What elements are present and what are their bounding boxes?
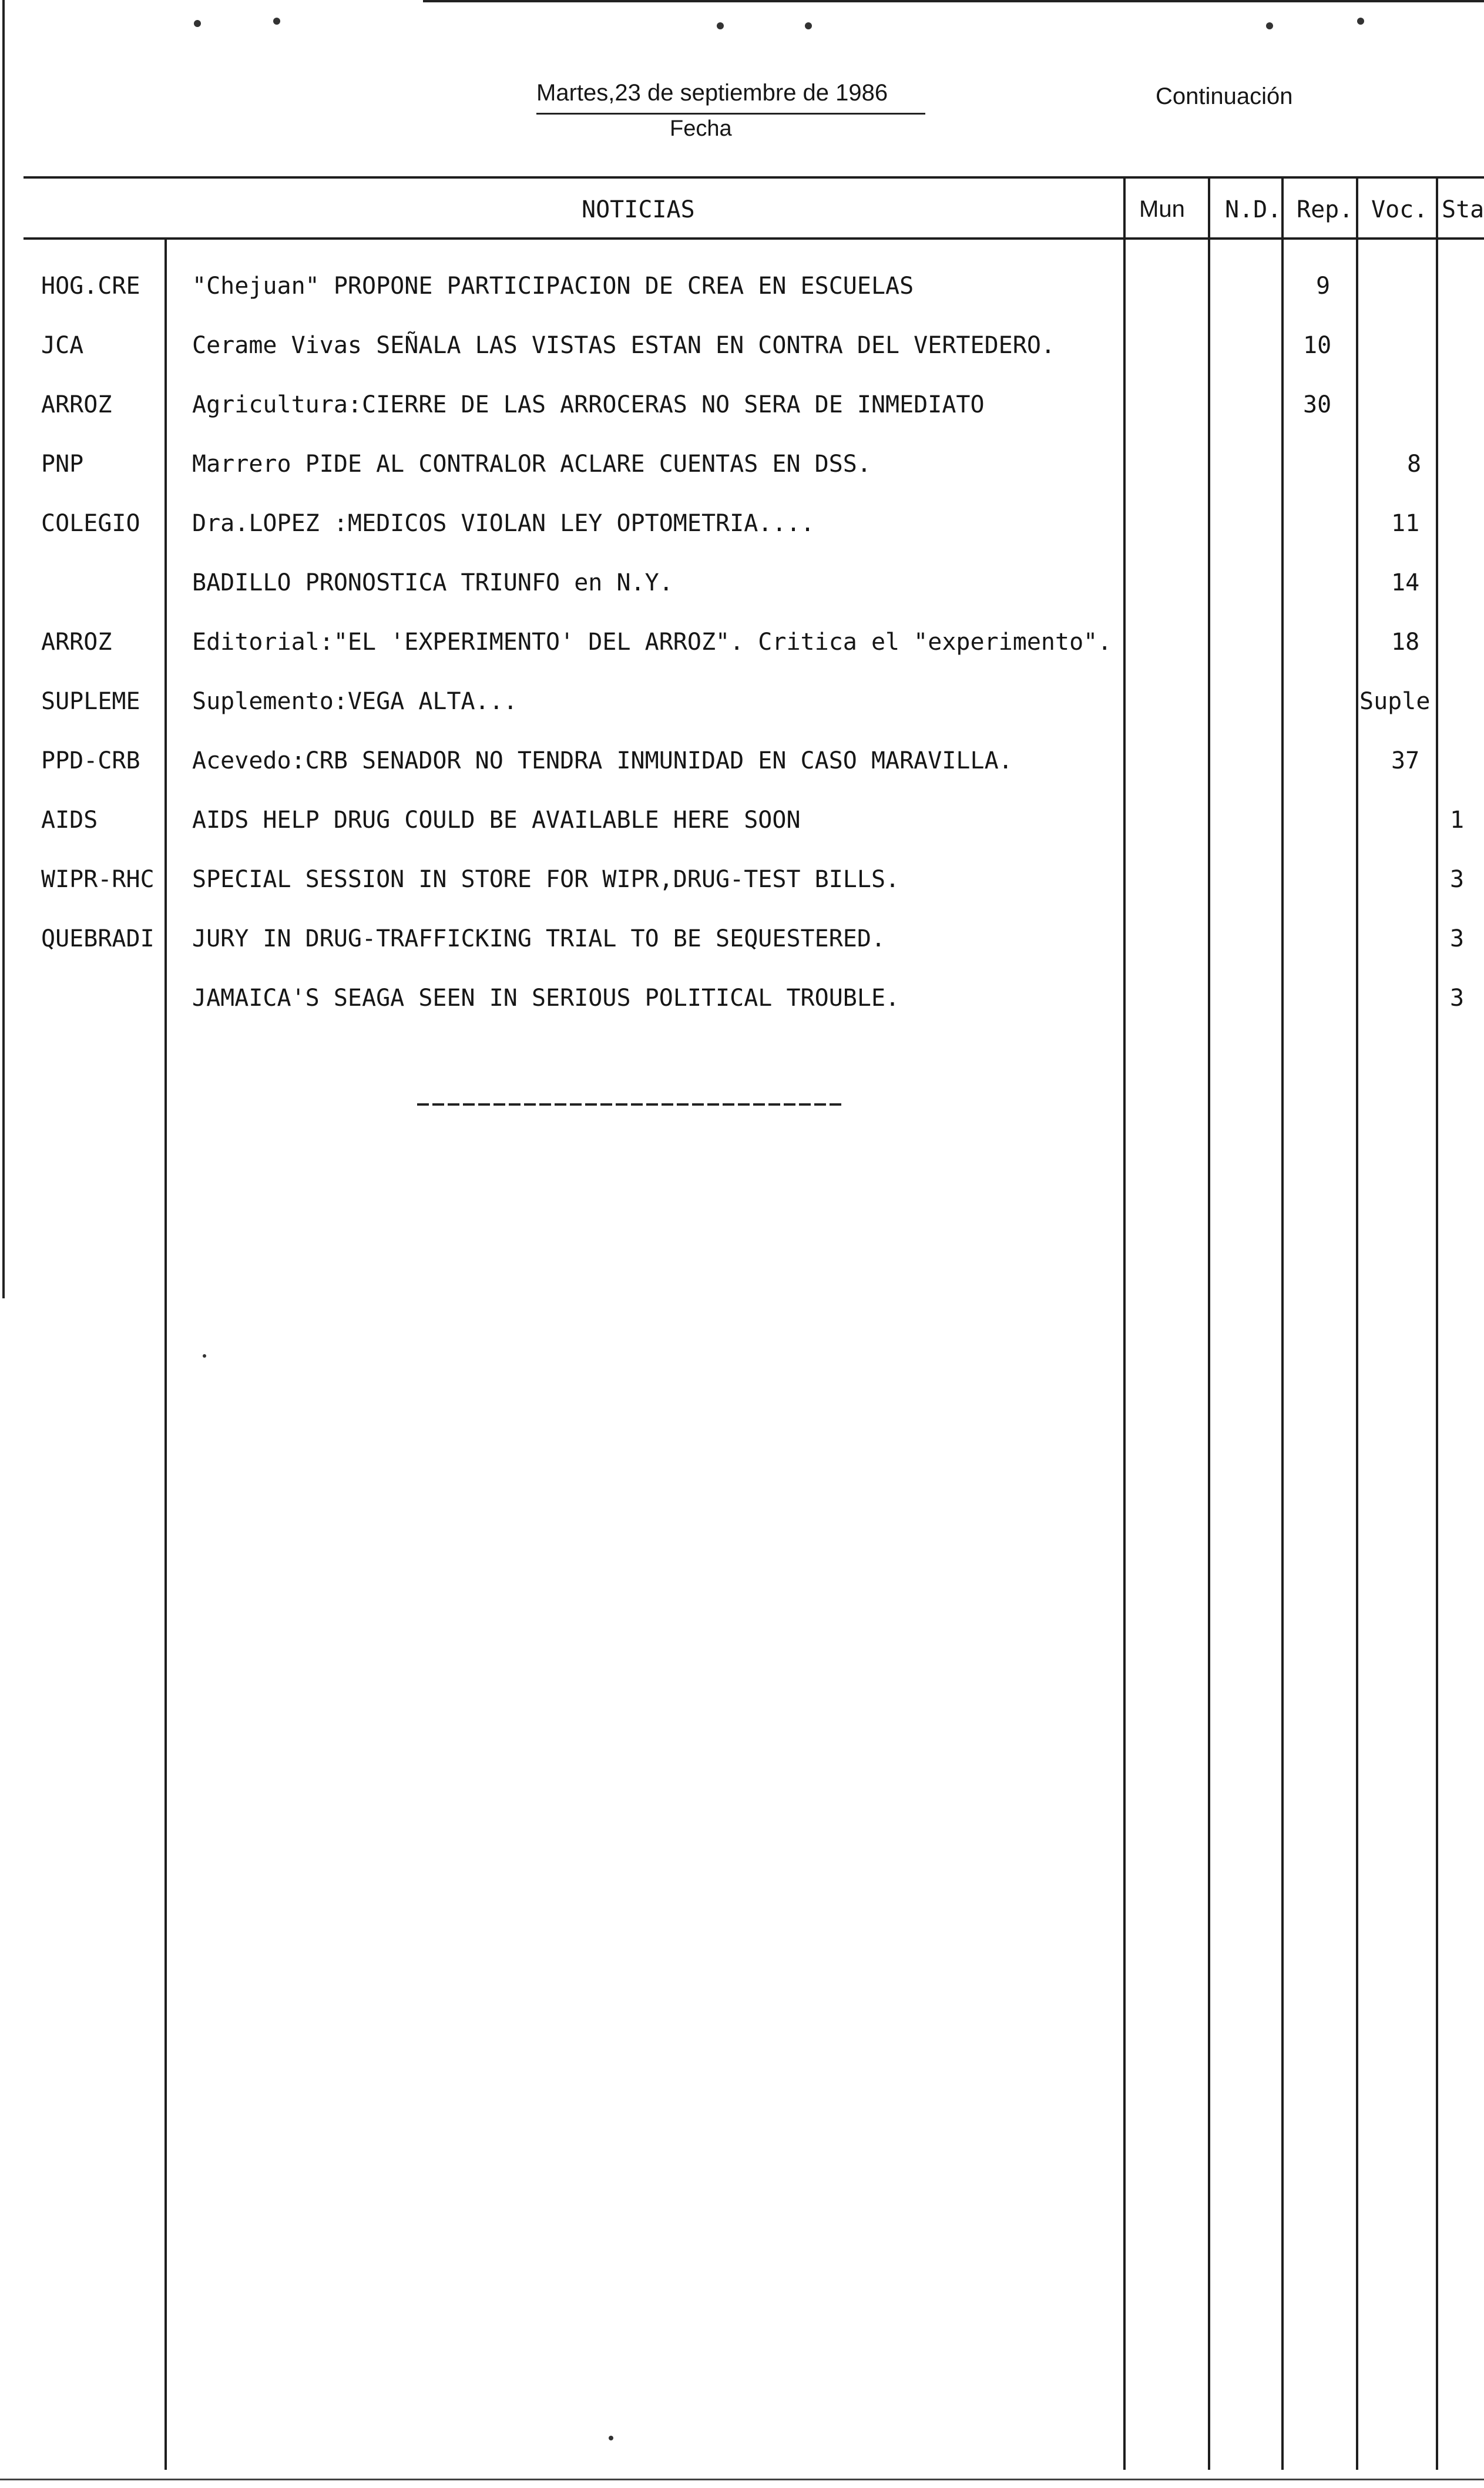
header-voc: Voc. <box>1371 196 1428 223</box>
fecha-label: Fecha <box>670 116 732 141</box>
page-top-border <box>423 0 1484 2</box>
row-tag: WIPR-RHC <box>41 866 155 893</box>
row-tag: COLEGIO <box>41 510 140 537</box>
header-nd: N.D. <box>1225 196 1282 223</box>
scan-speck <box>1357 18 1364 25</box>
table-top-rule <box>23 176 1484 179</box>
scan-speck <box>194 20 201 27</box>
end-separator-dashes <box>417 1103 843 1106</box>
row-tag: ARROZ <box>41 391 112 418</box>
header-mun: Mun <box>1139 196 1185 222</box>
row-tag: QUEBRADI <box>41 925 155 952</box>
row-headline: BADILLO PRONOSTICA TRIUNFO en N.Y. <box>192 569 673 596</box>
row-sta: 3 <box>1450 866 1465 893</box>
column-rule-rep <box>1281 179 1284 2470</box>
row-headline: Cerame Vivas SEÑALA LAS VISTAS ESTAN EN CONTRA DEL VERTEDERO. <box>192 332 1056 359</box>
row-tag: PNP <box>41 451 84 478</box>
row-tag: HOG.CRE <box>41 273 140 300</box>
row-voc: Suple <box>1359 688 1431 715</box>
row-voc: 11 <box>1391 510 1420 537</box>
row-headline: Agricultura:CIERRE DE LAS ARROCERAS NO SERA DE INMEDIATO <box>192 391 985 418</box>
row-headline: Suplemento:VEGA ALTA... <box>192 688 518 715</box>
row-rep: 10 <box>1303 332 1332 359</box>
header-sta: Sta <box>1442 196 1484 223</box>
scan-speck <box>717 22 724 29</box>
row-headline: AIDS HELP DRUG COULD BE AVAILABLE HERE SOON <box>192 807 801 834</box>
column-rule-sta <box>1436 179 1438 2470</box>
scan-speck <box>1266 22 1273 29</box>
row-headline: SPECIAL SESSION IN STORE FOR WIPR,DRUG-TEST BILLS. <box>192 866 900 893</box>
table-header-rule <box>23 237 1484 240</box>
date-underline <box>536 113 925 115</box>
row-headline: Marrero PIDE AL CONTRALOR ACLARE CUENTAS EN DSS. <box>192 451 871 478</box>
row-tag: ARROZ <box>41 629 112 656</box>
row-tag: AIDS <box>41 807 98 834</box>
scan-speck <box>805 22 812 29</box>
row-headline: Dra.LOPEZ :MEDICOS VIOLAN LEY OPTOMETRIA.... <box>192 510 815 537</box>
row-tag: JCA <box>41 332 84 359</box>
header-rep: Rep. <box>1297 196 1354 223</box>
scan-speck <box>203 1354 206 1358</box>
column-rule-nd <box>1208 179 1210 2470</box>
row-headline: JURY IN DRUG-TRAFFICKING TRIAL TO BE SEQUESTERED. <box>192 925 886 952</box>
row-voc: 18 <box>1391 629 1420 656</box>
row-voc: 37 <box>1391 747 1420 774</box>
row-rep: 30 <box>1303 391 1332 418</box>
row-headline: Editorial:"EL 'EXPERIMENTO' DEL ARROZ". Critica el "experimento". <box>192 629 1112 656</box>
row-headline: "Chejuan" PROPONE PARTICIPACION DE CREA EN ESCUELAS <box>192 273 914 300</box>
date-text: Martes,23 de septiembre de 1986 <box>536 80 888 106</box>
scan-speck <box>273 18 280 25</box>
row-sta: 3 <box>1450 925 1465 952</box>
page-left-border <box>2 0 5 1298</box>
scan-speck <box>609 2436 613 2440</box>
row-headline: Acevedo:CRB SENADOR NO TENDRA INMUNIDAD EN CASO MARAVILLA. <box>192 747 1013 774</box>
row-voc: 8 <box>1407 451 1422 478</box>
row-sta: 1 <box>1450 807 1465 834</box>
column-rule-mun <box>1123 179 1126 2470</box>
page-bottom-border <box>0 2479 1484 2480</box>
row-rep: 9 <box>1316 273 1331 300</box>
header-noticias: NOTICIAS <box>582 196 695 223</box>
row-tag: PPD-CRB <box>41 747 140 774</box>
row-sta: 3 <box>1450 985 1465 1012</box>
continuation-label: Continuación <box>1156 83 1293 109</box>
row-voc: 14 <box>1391 569 1420 596</box>
column-rule-voc <box>1356 179 1358 2470</box>
row-tag: SUPLEME <box>41 688 140 715</box>
row-headline: JAMAICA'S SEAGA SEEN IN SERIOUS POLITICAL TROUBLE. <box>192 985 900 1012</box>
column-rule-tag <box>164 237 167 2470</box>
